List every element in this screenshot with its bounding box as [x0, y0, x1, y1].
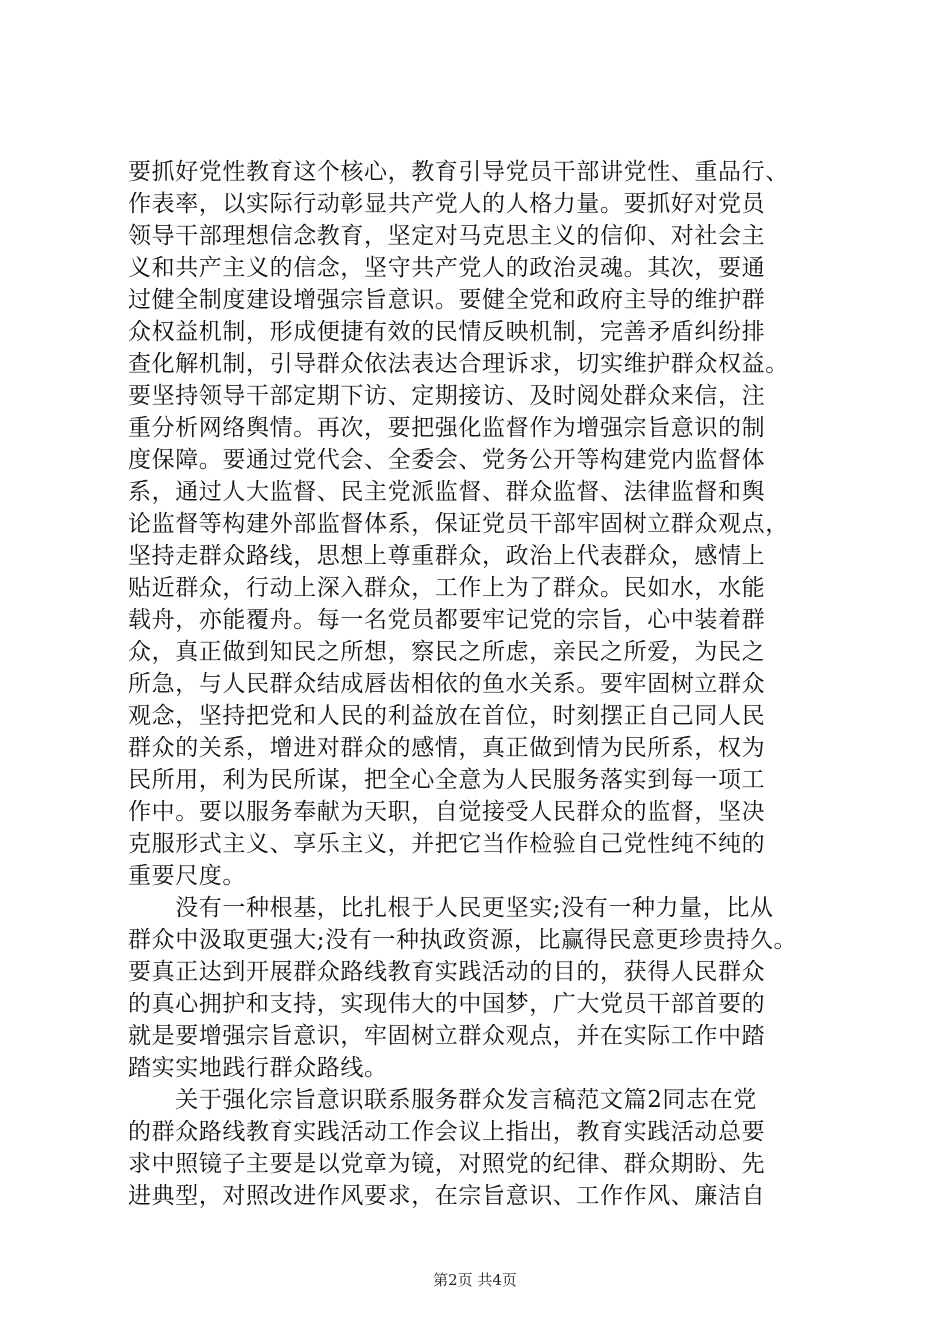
text-line: 的真心拥护和支持，实现伟大的中国梦，广大党员干部首要的 [128, 991, 766, 1017]
text-line: 所急，与人民群众结成唇齿相依的鱼水关系。要牢固树立群众 [128, 671, 766, 697]
text-line: 重分析网络舆情。再次，要把强化监督作为增强宗旨意识的制 [128, 415, 766, 441]
text-line: 的群众路线教育实践活动工作会议上指出，教育实践活动总要 [128, 1119, 766, 1145]
text-line: 系，通过人大监督、民主党派监督、群众监督、法律监督和舆 [128, 479, 766, 505]
text-line: 贴近群众，行动上深入群众，工作上为了群众。民如水，水能 [128, 575, 766, 601]
text-line: 载舟，亦能覆舟。每一名党员都要牢记党的宗旨，心中装着群 [128, 607, 766, 633]
text-line: 领导干部理想信念教育，坚定对马克思主义的信仰、对社会主 [128, 223, 766, 249]
text-line: 要抓好党性教育这个核心，教育引导党员干部讲党性、重品行、 [128, 159, 789, 185]
text-line: 众权益机制，形成便捷有效的民情反映机制，完善矛盾纠纷排 [128, 319, 766, 345]
text-line: 义和共产主义的信念，坚守共产党人的政治灵魂。其次，要通 [128, 255, 766, 281]
text-line: 众，真正做到知民之所想，察民之所虑，亲民之所爱，为民之 [128, 639, 766, 665]
text-line: 就是要增强宗旨意识，牢固树立群众观点，并在实际工作中踏 [128, 1023, 766, 1049]
text-line: 坚持走群众路线，思想上尊重群众，政治上代表群众，感情上 [128, 543, 766, 569]
text-line: 踏实实地践行群众路线。 [128, 1055, 388, 1081]
text-line: 关于强化宗旨意识联系服务群众发言稿范文篇2同志在党 [128, 1087, 757, 1113]
text-line: 进典型，对照改进作风要求，在宗旨意识、工作作风、廉洁自 [128, 1183, 766, 1209]
text-line: 过健全制度建设增强宗旨意识。要健全党和政府主导的维护群 [128, 287, 766, 313]
text-line: 作表率，以实际行动彰显共产党人的人格力量。要抓好对党员 [128, 191, 766, 217]
text-line: 克服形式主义、享乐主义，并把它当作检验自己党性纯不纯的 [128, 831, 766, 857]
text-line: 群众中汲取更强大;没有一种执政资源，比赢得民意更珍贵持久。 [128, 927, 798, 953]
text-line: 查化解机制，引导群众依法表达合理诉求，切实维护群众权益。 [128, 351, 789, 377]
text-line: 求中照镜子主要是以党章为镜，对照党的纪律、群众期盼、先 [128, 1151, 766, 1177]
text-line: 要真正达到开展群众路线教育实践活动的目的，获得人民群众 [128, 959, 766, 985]
page-number-footer: 第2页 共4页 [433, 1271, 517, 1289]
text-line: 论监督等构建外部监督体系，保证党员干部牢固树立群众观点， [128, 511, 789, 537]
text-line: 重要尺度。 [128, 863, 246, 889]
body-text [128, 156, 828, 1212]
text-line: 民所用，利为民所谋，把全心全意为人民服务落实到每一项工 [128, 767, 766, 793]
text-line: 群众的关系，增进对群众的感情，真正做到情为民所系，权为 [128, 735, 766, 761]
text-line: 没有一种根基，比扎根于人民更坚实;没有一种力量，比从 [128, 895, 774, 921]
text-line: 观念，坚持把党和人民的利益放在首位，时刻摆正自己同人民 [128, 703, 766, 729]
text-line: 度保障。要通过党代会、全委会、党务公开等构建党内监督体 [128, 447, 766, 473]
text-line: 要坚持领导干部定期下访、定期接访、及时阅处群众来信，注 [128, 383, 766, 409]
text-line: 作中。要以服务奉献为天职，自觉接受人民群众的监督，坚决 [128, 799, 766, 825]
